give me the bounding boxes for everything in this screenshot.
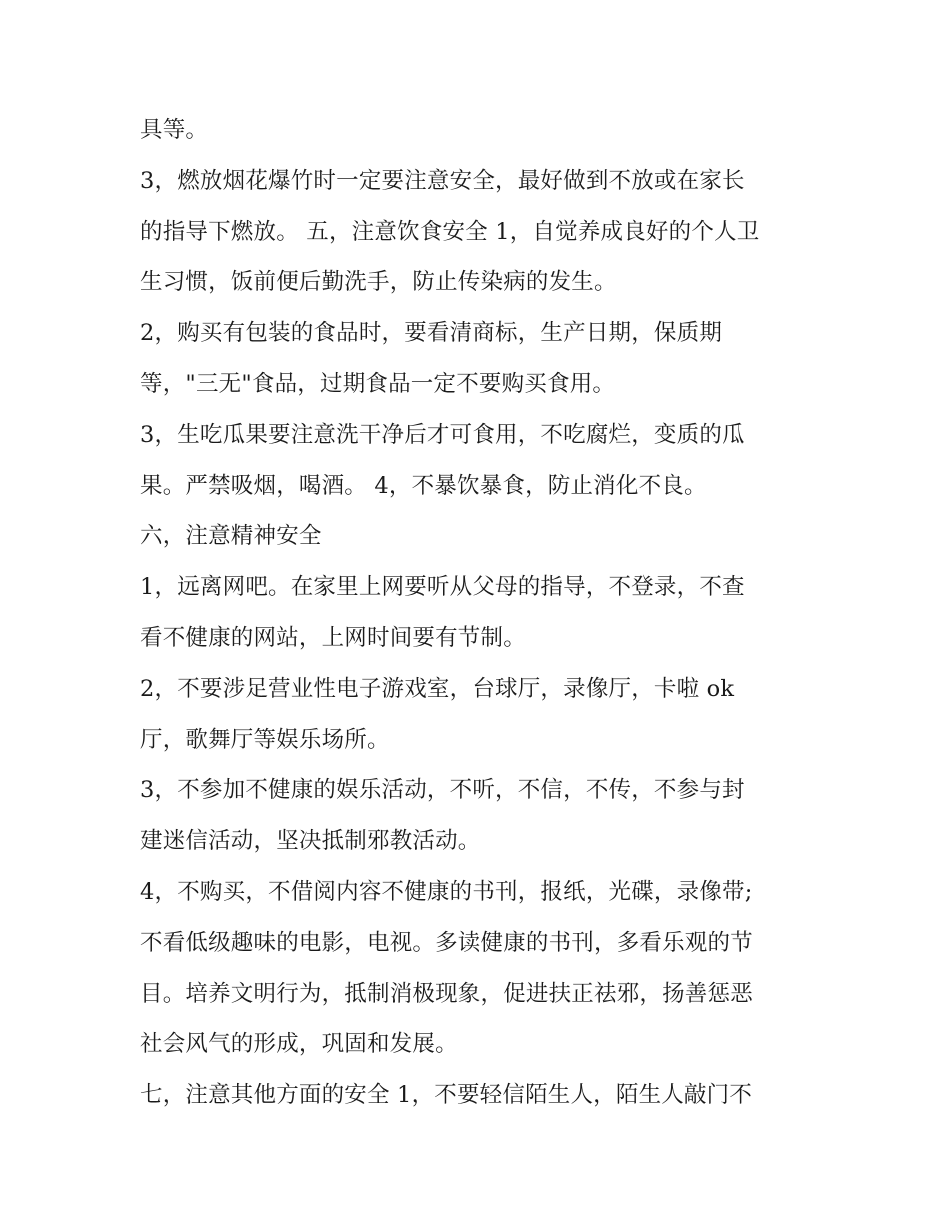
text-line: 2，不要涉足营业性电子游戏室，台球厅，录像厅，卡啦 ok xyxy=(140,675,735,702)
text-line: 具等。 xyxy=(140,117,209,143)
text-line: 目。培养文明行为，抵制消极现象，促进扶正祛邪，扬善惩恶 xyxy=(140,980,753,1007)
section-heading: 六，注意精神安全 xyxy=(140,523,322,550)
text-line: 1，远离网吧。在家里上网要听从父母的指导，不登录，不查 xyxy=(140,574,745,601)
text-line: 社会风气的形成，巩固和发展。 xyxy=(140,1031,458,1058)
text-line: 等，"三无"食品，过期食品一定不要购买食用。 xyxy=(140,370,616,397)
text-line: 的指导下燃放。 五，注意饮食安全 1，自觉养成良好的个人卫 xyxy=(140,218,760,245)
text-line: 生习惯，饭前便后勤洗手，防止传染病的发生。 xyxy=(140,269,617,296)
text-line: 2，购买有包装的食品时，要看清商标，生产日期，保质期 xyxy=(140,320,723,347)
text-line: 果。严禁吸烟，喝酒。 4，不暴饮暴食，防止消化不良。 xyxy=(140,472,707,499)
text-line: 建迷信活动，坚决抵制邪教活动。 xyxy=(140,828,481,855)
document-body xyxy=(140,105,820,1121)
text-line: 看不健康的网站，上网时间要有节制。 xyxy=(140,624,526,651)
text-line: 3，不参加不健康的娱乐活动，不听，不信，不传，不参与封 xyxy=(140,777,745,804)
text-line: 不看低级趣味的电影，电视。多读健康的书刊，多看乐观的节 xyxy=(140,929,753,956)
text-line: 3，生吃瓜果要注意洗干净后才可食用，不吃腐烂，变质的瓜 xyxy=(140,421,745,448)
text-line: 七，注意其他方面的安全 1，不要轻信陌生人，陌生人敲门不 xyxy=(140,1082,753,1109)
text-line: 3，燃放烟花爆竹时一定要注意安全，最好做到不放或在家长 xyxy=(140,167,745,194)
text-line: 厅，歌舞厅等娱乐场所。 xyxy=(140,726,390,753)
text-line: 4，不购买，不借阅内容不健康的书刊，报纸，光碟，录像带; xyxy=(140,878,753,905)
